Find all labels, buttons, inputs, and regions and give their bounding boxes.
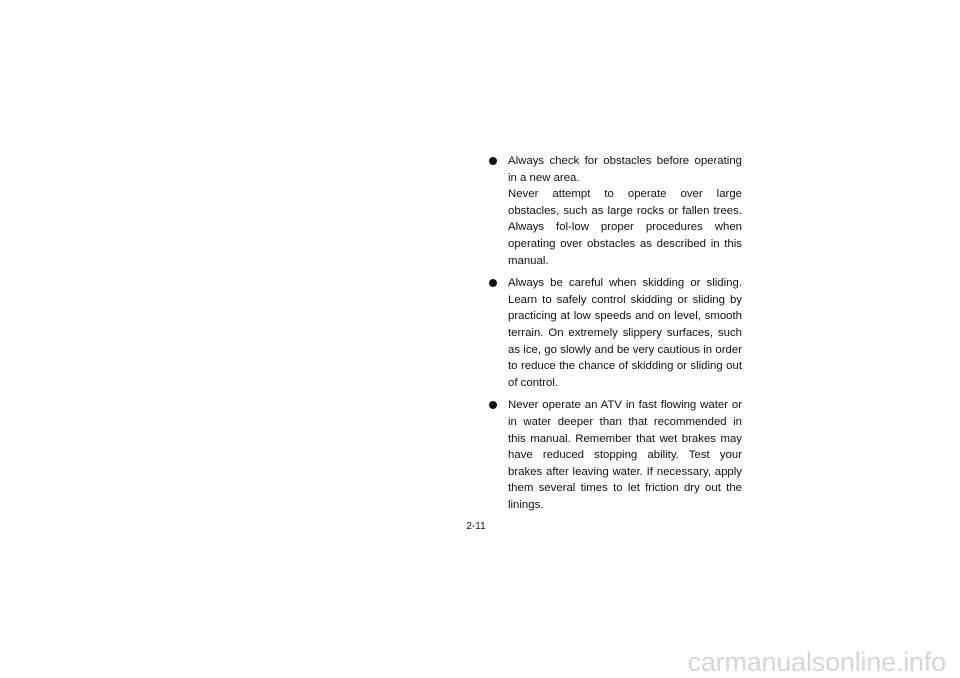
- page-number: 2-11: [466, 521, 486, 532]
- list-item: [482, 397, 742, 513]
- list-item: [482, 275, 742, 391]
- list-item: [482, 153, 742, 269]
- bullet-icon: [489, 157, 497, 165]
- watermark: carmanualsonline.info: [687, 647, 946, 677]
- paragraph: Never attempt to operate over large obstacles, such as large rocks or fallen trees. Always fol-low proper procedures when operating over obstacles as described in this manual.: [508, 188, 742, 267]
- paragraph: Never operate an ATV in fast flowing water or in water deeper than that recommended in this manual. Remember that wet brakes may have reduced stopping ability. Test your brakes after leaving water. If necessary, apply them several times to let friction dry out the linings.: [508, 399, 742, 511]
- bullet-icon: [489, 401, 497, 409]
- manual-text-column: [482, 153, 742, 519]
- bullet-icon: [489, 279, 497, 287]
- paragraph: Always check for obstacles before operating in a new area.: [508, 155, 742, 184]
- paragraph: Always be careful when skidding or sliding. Learn to safely control skidding or sliding by practicing at low speeds and on level, smooth terrain. On extremely slippery surfaces, such as ice, go slowly and be very cautious in order to reduce the chance of skidding or sliding out of control.: [508, 277, 742, 389]
